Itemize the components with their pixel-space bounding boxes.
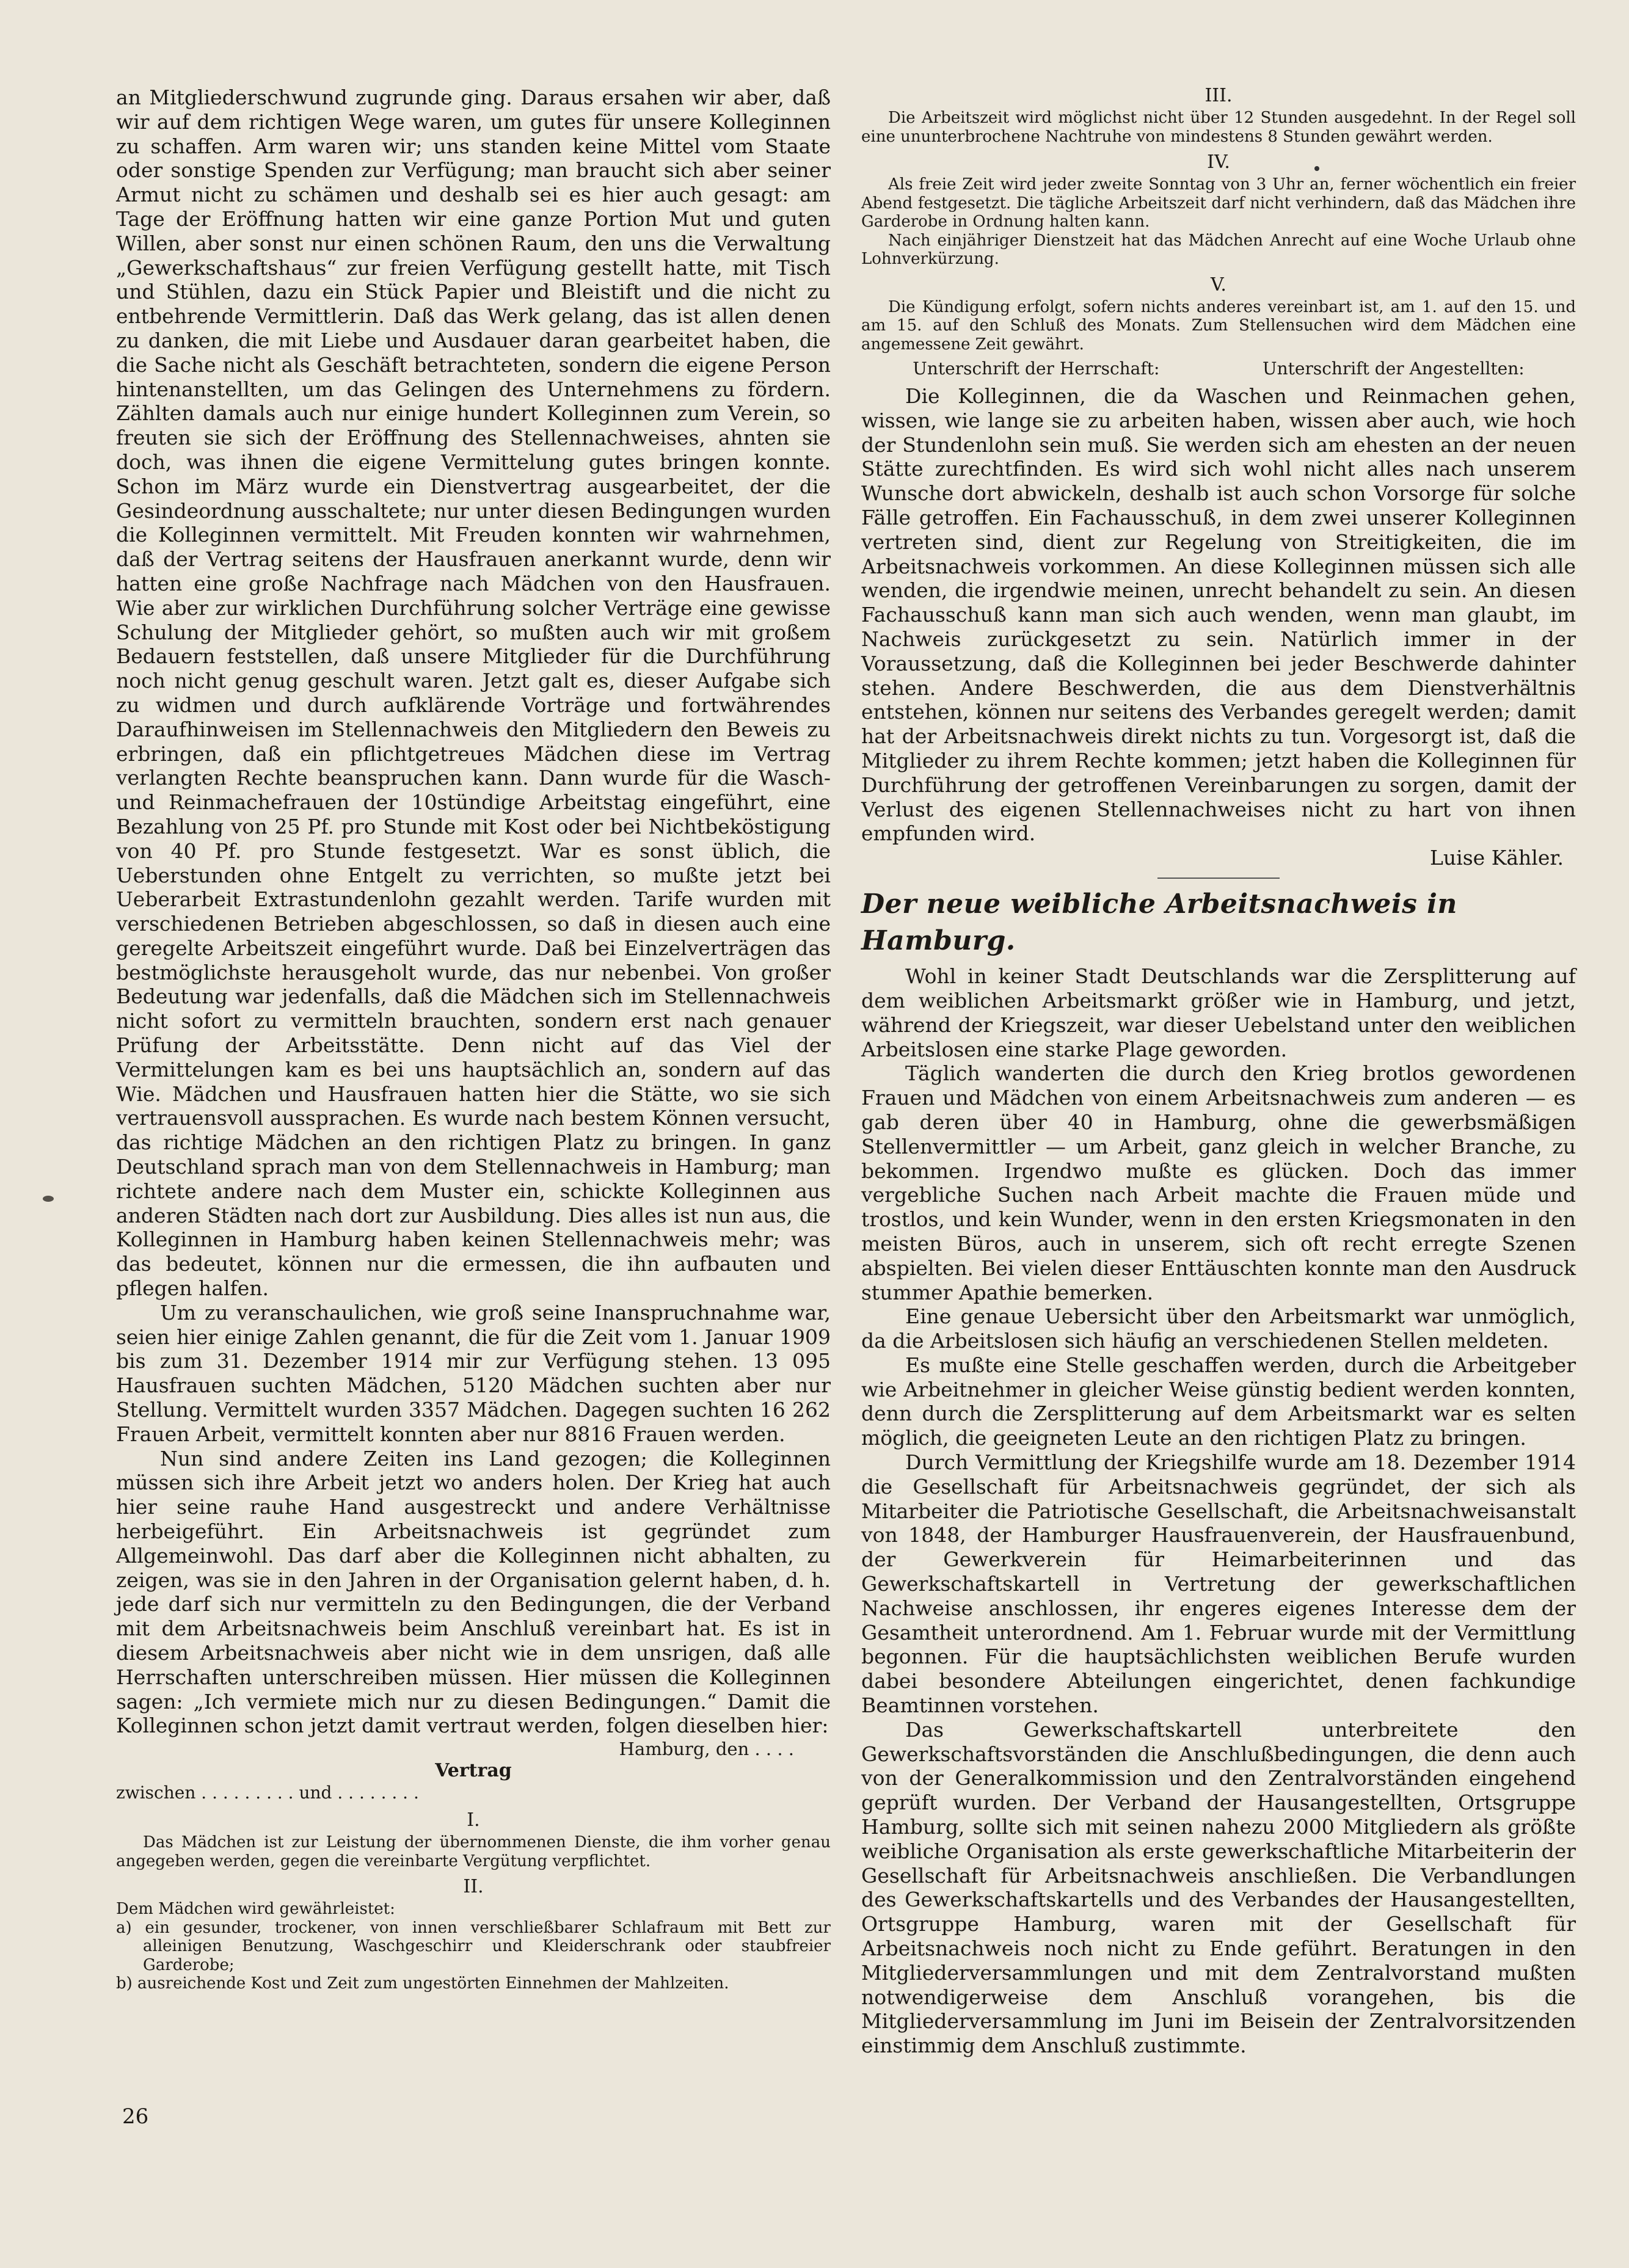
- contract-date-line: Hamburg, den . . . .: [619, 1739, 794, 1760]
- contract-section-1-number: I.: [467, 1809, 480, 1831]
- contract-title: Vertrag: [435, 1760, 512, 1782]
- article-paragraph: Es mußte eine Stelle geschaffen werden, durch die Arbeitgeber wie Arbeitnehmer in gleicher Weise günstig bedient werden konnten, denn durch die Zersplitterung auf dem Arbeitsmarkt war es selten möglich, die geeigneten Leute an den richtigen Platz zu bringen.: [861, 1353, 1576, 1450]
- list-item: b) ausreichende Kost und Zeit zum ungestörten Einnehmen der Mahlzeiten.: [116, 1974, 729, 1993]
- author-signature: Luise Kähler.: [1430, 846, 1564, 870]
- contract-section-2-intro: Dem Mädchen wird gewährleistet:: [116, 1900, 395, 1919]
- article-paragraph: Wohl in keiner Stadt Deutschlands war die Zersplitterung auf dem weiblichen Arbeitsmarkt größer wie in Hamburg, und jetzt, während der Kriegszeit, war dieser Uebelstand unter den weiblichen Arbeitslosen eine starke Plage geworden.: [861, 964, 1576, 1061]
- contract-parties-line: zwischen . . . . . . . . . und . . . . . . . .: [116, 1783, 419, 1803]
- contract-section-5-text: Die Kündigung erfolgt, sofern nichts anderes vereinbart ist, am 1. auf den 15. und am 15. auf den Schluß des Monats. Zum Stellensuchen wird dem Mädchen eine angemessene Zeit gewährt.: [861, 297, 1576, 354]
- contract-section-2-number: II.: [463, 1876, 484, 1898]
- signature-lines: [861, 357, 1576, 380]
- right-column: [861, 85, 1576, 2058]
- left-column: [116, 85, 831, 1993]
- contract-section-3-text: Die Arbeitszeit wird möglichst nicht über 12 Stunden ausgedehnt. In der Regel soll eine ununterbrochene Nachtruhe von mindestens 8 Stunden gewährt werden.: [861, 109, 1576, 146]
- paragraph-continued: an Mitgliederschwund zugrunde ging. Daraus ersahen wir aber, daß wir auf dem richtigen Wege waren, um gutes für unsere Kolleginnen zu schaffen. Arm waren wir; uns standen keine Mittel vom Staate oder sonstige Spenden zur Verfügung; man braucht sich aber seiner Armut nicht zu schämen und deshalb sei es hier auch gesagt: am Tage der Eröffnung hatten wir eine ganze Portion Mut und guten Willen, aber sonst nur einen schönen Raum, den uns die Verwaltung „Gewerkschaftshaus“ zur freien Verfügung gestellt hatte, mit Tisch und Stühlen, dazu ein Stück Papier und Bleistift und die nicht zu entbehrende Vermittlerin. Daß das Werk gelang, das ist allen denen zu danken, die mit Liebe und Ausdauer daran gearbeitet haben, die die Sache nicht als Geschäft betrachteten, sondern die eigene Person hintenanstellten, um das Gelingen des Unternehmens zu fördern. Zählten damals auch nur einige hundert Kolleginnen zum Verein, so freuten sie sich der Eröffnung des Stellennachweises, ahnten sie doch, was ihnen die eigene Vermittelung gutes bringen konnte. Schon im März wurde ein Dienstvertrag ausgearbeitet, der die Gesindeordnung ausschaltete; nur unter diesen Bedingungen wurden die Kolleginnen vermittelt. Mit Freuden konnten wir wahrnehmen, daß der Vertrag seitens der Hausfrauen anerkannt wurde, denn wir hatten eine große Nachfrage nach Mädchen von den Hausfrauen. Wie aber zur wirklichen Durchführung solcher Verträge eine gewisse Schulung der Mitglieder gehört, so mußten auch wir mit großem Bedauern feststellen, daß unsere Mitglieder für die Durchführung noch nicht genug geschult waren. Jetzt galt es, dieser Aufgabe sich zu widmen und durch aufklärende Vorträge und fortwährendes Daraufhinweisen im Stellennachweis den Mitgliedern den Beweis zu erbringen, daß ein pflichtgetreues Mädchen diese im Vertrag verlangten Rechte beanspruchen kann. Dann wurde für die Wasch- und Reinmachefrauen der 10stündige Arbeitstag eingeführt, eine Bezahlung von 25 Pf. pro Stunde mit Kost oder bei Nichtbeköstigung von 40 Pf. pro Stunde festgesetzt. War es sonst üblich, die Ueberstunden ohne Entgelt zu verrichten, so mußte jetzt bei Ueberarbeit Extrastundenlohn gezahlt werden. Tarife wurden mit verschiedenen Betrieben abgeschlossen, so daß in diesen auch eine geregelte Arbeitszeit eingeführt wurde. Daß bei Einzelverträgen das bestmöglichste herausgeholt wurde, das nur nebenbei. Von großer Bedeutung war jedenfalls, daß die Mädchen sich im Stellennachweis nicht sofort zu vermitteln brauchten, sondern erst nach genauer Prüfung der Arbeitsstätte. Denn nicht auf das Viel der Vermittelungen kam es bei uns hauptsächlich an, sondern auf das Wie. Mädchen und Hausfrauen hatten hier die Stätte, wo sie sich vertrauensvoll aussprachen. Es wurde nach bestem Können versucht, das richtige Mädchen an den richtigen Platz zu bringen. In ganz Deutschland sprach man von dem Stellennachweis in Hamburg; man richtete andere nach dem Muster ein, schickte Kolleginnen aus anderen Städten nach dort zur Ausbildung. Dies alles ist nun aus, die Kolleginnen in Hamburg haben keinen Stellennachweis mehr; was das bedeutet, können nur die ermessen, die ihn aufbauten und pflegen halfen.: [116, 85, 831, 1301]
- employee-signature-label: Unterschrift der Angestellten:: [1263, 358, 1525, 379]
- article-paragraph: Das Gewerkschaftskartell unterbreitete den Gewerkschaftsvorständen die Anschlußbedingungen, die denn auch von der Generalkommission und den Zentralvorständen eingehend geprüft wurden. Der Verband der Hausangestellten, Ortsgruppe Hamburg, sollte sich mit seinen nahezu 2000 Mitgliedern als größte weibliche Organisation als erste gewerkschaftliche Mitarbeiterin der Gesellschaft für Arbeitsnachweis anschließen. Die Verbandlungen des Gewerkschaftskartells und des Verbandes der Hausangestellten, Ortsgruppe Hamburg, waren mit der Gesellschaft für Arbeitsnachweis noch nicht zu Ende geführt. Beratungen in den Mitgliederversammlungen und mit dem Zentralvorstand mußten notwendigerweise dem Anschluß vorangehen, bis die Mitgliederversammlung im Juni im Beisein der Zentralvorsitzenden einstimmig dem Anschluß zustimmte.: [861, 1717, 1576, 2058]
- article-paragraph: Eine genaue Uebersicht über den Arbeitsmarkt war unmöglich, da die Arbeitslosen sich häufig an verschiedenen Stellen meldeten.: [861, 1304, 1576, 1353]
- section-divider: [1157, 878, 1280, 879]
- contract-section-3-number: III.: [1204, 85, 1233, 106]
- article-headline: Der neue weibliche Arbeitsnachweis in Hamburg.: [861, 889, 1457, 957]
- contract-section-4-text-b: Nach einjähriger Dienstzeit hat das Mädchen Anrecht auf eine Woche Urlaub ohne Lohnverkürzung.: [861, 231, 1576, 268]
- contract-section-4-number: IV.: [1207, 151, 1230, 173]
- employer-signature-label: Unterschrift der Herrschaft:: [913, 358, 1160, 379]
- contract-section: [116, 1738, 831, 1993]
- article-paragraph: Durch Vermittlung der Kriegshilfe wurde am 18. Dezember 1914 die Gesellschaft für Arbeitsnachweis gegründet, der sich als Mitarbeiter die Patriotische Gesellschaft, die Arbeitsnachweisanstalt von 1848, der Hamburger Hausfrauenverein, der Hausfrauenbund, der Gewerkverein für Heimarbeiterinnen und das Gewerkschaftskartell in Vertretung der gewerkschaftlichen Nachweise anschlossen, ihr engeres eigenes Interesse dem der Gesamtheit unterordnend. Am 1. Februar wurde mit der Vermittlung begonnen. Für die hauptsächlichsten weiblichen Berufe wurden dabei besondere Abteilungen eingerichtet, denen fachkundige Beamtinnen vorstehen.: [861, 1450, 1576, 1718]
- paragraph-statistics: Um zu veranschaulichen, wie groß seine Inanspruchnahme war, seien hier einige Zahlen genannt, die für die Zeit vom 1. Januar 1909 bis zum 31. Dezember 1914 mir zur Verfügung stehen. 13 095 Hausfrauen suchten Mädchen, 5120 Mädchen suchten aber nur Stellung. Vermittelt wurden 3357 Mädchen. Dagegen suchten 16 262 Frauen Arbeit, vermittelt konnten aber nur 8816 Frauen werden.: [116, 1300, 831, 1446]
- list-item: a) ein gesunder, trockener, von innen verschließbarer Schlafraum mit Bett zur alleinigen Benutzung, Waschgeschirr und Kleiderschrank oder staubfreier Garderobe;: [116, 1918, 831, 1974]
- contract-section-2-list: [116, 1919, 831, 1993]
- contract-section-4-text-a: Als freie Zeit wird jeder zweite Sonntag von 3 Uhr an, ferner wöchentlich ein freier Abend festgesetzt. Die tägliche Arbeitszeit darf nicht verhindern, daß das Mädchen ihre Garderobe in Ordnung halten kann.: [861, 175, 1576, 231]
- page-number: 26: [122, 2104, 149, 2129]
- paragraph-new-times: Nun sind andere Zeiten ins Land gezogen; die Kolleginnen müssen sich ihre Arbeit jetzt wo anders holen. Der Krieg hat auch hier seine rauhe Hand ausgestreckt und andere Verhältnisse herbeigeführt. Ein Arbeitsnachweis ist gegründet zum Allgemeinwohl. Das darf aber die Kolleginnen nicht abhalten, zu zeigen, was sie in den Jahren in der Organisation gelernt haben, d. h. jede darf sich nur vermitteln zu den Bedingungen, die der Verband mit dem Arbeitsnachweis beim Anschluß vereinbart hat. Es ist in diesem Arbeitsnachweis aber nicht wie in dem unsrigen, daß alle Herrschaften unterschreiben müssen. Hier müssen die Kolleginnen sagen: „Ich vermiete mich nur zu diesen Bedingungen.“ Damit die Kolleginnen schon jetzt damit vertraut werden, folgen dieselben hier:: [116, 1446, 831, 1738]
- paragraph-fachausschuss: Die Kolleginnen, die da Waschen und Reinmachen gehen, wissen, wie lange sie zu arbeiten haben, wissen aber auch, wie hoch der Stundenlohn sein muß. Sie werden sich am ehesten an der neuen Stätte zurechtfinden. Es wird sich wohl nicht alles nach unserem Wunsche dort abwickeln, deshalb ist auch schon Vorsorge für solche Fälle getroffen. Ein Fachausschuß, in dem zwei unserer Kolleginnen vertreten sind, dient zur Regelung von Streitigkeiten, die im Arbeitsnachweis vorkommen. An diese Kolleginnen müssen sich alle wenden, die irgendwie meinen, unrecht behandelt zu sein. An diesen Fachausschuß kann man sich auch wenden, wenn man glaubt, im Nachweis zurückgesetzt zu sein. Natürlich immer in der Voraussetzung, daß die Kolleginnen bei jeder Beschwerde dahinter stehen. Andere Beschwerden, die aus dem Dienstverhältnis entstehen, können nur seitens des Verbandes geregelt werden; damit hat der Arbeitsnachweis direkt nichts zu tun. Vorgesorgt ist, daß die Mitglieder zu ihrem Rechte kommen; jetzt haben die Kolleginnen für Durchführung der getroffenen Vereinbarungen zu sorgen, damit der Verlust des eigenen Stellennachweises nicht zu hart von ihnen empfunden wird.: [861, 384, 1576, 846]
- contract-section-1-text: Das Mädchen ist zur Leistung der übernommenen Dienste, die ihm vorher genau angegeben werden, gegen die vereinbarte Vergütung verpflichtet.: [116, 1833, 831, 1870]
- ink-smudge: [43, 1196, 54, 1202]
- article-paragraph: Täglich wanderten die durch den Krieg brotlos gewordenen Frauen und Mädchen von einem Arbeitsnachweis zum anderen — es gab deren über 40 in Hamburg, ohne die gewerbsmäßigen Stellenvermittler — um Arbeit, ganz gleich in welcher Branche, zu bekommen. Irgendwo mußte es glücken. Doch das immer vergebliche Suchen nach Arbeit machte die Frauen müde und trostlos, und kein Wunder, wenn in den ersten Kriegsmonaten in den meisten Büros, auch in unserem, sich oft recht erregte Szenen abspielten. Bei vielen dieser Enttäuschten konnte man den Ausdruck stummer Apathie bemerken.: [861, 1061, 1576, 1304]
- contract-section-5-number: V.: [1211, 274, 1226, 296]
